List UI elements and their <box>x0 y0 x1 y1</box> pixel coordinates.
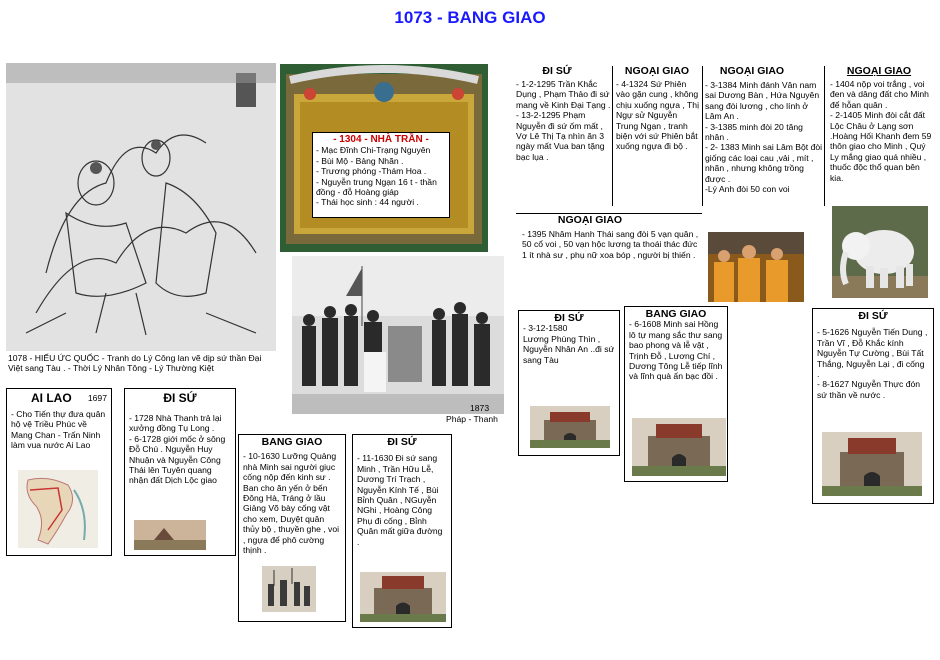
divider <box>702 66 703 206</box>
envoy-photo <box>262 566 316 612</box>
village-icon <box>134 520 206 550</box>
tran-line: - Trương phóng -Thám Hoa . <box>316 166 427 177</box>
ailao-year: 1697 <box>87 393 107 403</box>
disu-1728-title: ĐI SỨ <box>163 391 197 405</box>
citadel-gate-icon <box>360 572 446 622</box>
photo-1873 <box>292 256 504 414</box>
disu-1728-text: - 1728 Nhà Thanh trả lại xưởng đồng Tụ Long . - 6-1728 giới mốc ở sông Đỗ Chú . Nguyễn Huy Nhuận và Nguyễn Công Thái lên Tuyên quang nhận đất Dịch Lộc giao <box>129 413 226 486</box>
tran-line: - Nguyễn trung Ngạn 16 t - thần đồng - đỗ Hoàng giáp <box>316 176 437 198</box>
disu-1580-title: ĐI SỨ <box>554 312 584 324</box>
ailao-text: - Cho Tiến thự đưa quân hộ vệ Triều Phúc về Mang Chan - Trấn Ninh làm vua nước Ai Lao <box>11 409 106 451</box>
elephant-photo <box>832 206 928 298</box>
village-photo <box>134 520 206 550</box>
citadel-gate-icon <box>822 432 922 496</box>
gate-photo <box>530 406 610 448</box>
ngoaigiao-1395-title: NGOẠI GIAO <box>557 214 623 226</box>
divider <box>824 66 825 206</box>
gate-photo <box>822 432 922 496</box>
painting-caption: 1078 - HIẾU ỨC QUỐC - Tranh do Lý Công lan vẽ dịp sứ thần Đại Việt sang Tàu . - Thời Lý Nhân Tông - Lý Thường Kiệt <box>8 353 262 374</box>
envoy-group-icon <box>262 566 316 612</box>
painting-figures-icon <box>6 63 276 351</box>
gate-photo <box>632 418 726 476</box>
col4-text: - 1404 nộp voi trắng , voi đen và dâng đất cho Minh để hỗan quân . - 2-1405 Minh đòi cắt đất Lộc Châu ở Lạng sơn .Hoàng Hối Khanh đem 59 thôn giao cho Minh , Quý Ly mắng giao quá nhiều , thuốc độc thổ quan bên kia. <box>830 79 932 183</box>
disu-1626-title: ĐI SỨ <box>858 310 888 322</box>
banggiao-1630-text: - 10-1630 Lưỡng Quảng nhà Minh sai người giục cống nộp đến kinh sư . Ban cho ăn yến ở bến Đông Hà, Tráng ở lầu Giảng Võ bày cống vật cho xem, Duyệt quân thủy bộ , thuyền ghe , voi , ngựa để phô cường thịnh . <box>243 451 340 556</box>
page-title: 1073 - BANG GIAO <box>394 8 546 27</box>
citadel-gate-icon <box>632 418 726 476</box>
map-icon <box>18 470 98 548</box>
divider <box>612 66 613 206</box>
ailao-title: AI LAO <box>31 391 72 405</box>
banggiao-1608-title: BANG GIAO <box>645 308 707 320</box>
disu-1630-title: ĐI SỨ <box>387 436 417 448</box>
tran-line: - Mạc Đĩnh Chi-Trạng Nguyên <box>316 145 431 156</box>
tran-line: - Bùi Mộ - Bảng Nhãn . <box>316 155 404 166</box>
disu-1630-text: - 11-1630 Đi sứ sang Minh , Trần Hữu Lễ, Dương Trí Trạch , Nguyễn Kính Tế , Bùi Bỉnh Quân , NGuyễn NGhi , Hoàng Công Phụ đi cống , Bỉnh Quân mất giữa đường . <box>357 453 443 547</box>
tran-dynasty-card <box>312 132 450 218</box>
white-elephant-icon <box>832 206 928 298</box>
monks-photo <box>708 232 804 302</box>
banggiao-1608-text: - 6-1608 Minh sai Hồng lô tự mang sắc thư sang bao phong và lễ vật , Trịnh Đỗ , Lương Chí , Dương Tông Lễ tiếp lĩnh và lĩnh quà ấn bạc đồi . <box>629 319 723 382</box>
monks-icon <box>708 232 804 302</box>
col1-text: - 1-2-1295 Trần Khắc Dụng , Phạm Thảo đi sứ mang về Kinh Đại Tạng . - 13-2-1295 Phạm Nguyễn đi sứ ốm mất , Vợ Lê Thị Tạ nhìn ăn 3 ngày mất Vua ban tặng bạc lụa . <box>516 79 611 162</box>
col2-title: NGOẠI GIAO <box>624 65 690 77</box>
disu-1626-text: - 5-1626 Nguyễn Tiến Dung , Trần Vĩ , Đỗ Khắc kính Nguyễn Tự Cường , Bùi Tất Thắng, Nguyễn Lại , đi cống . - 8-1627 Nguyễn Thực đón sứ thần về nước . <box>817 327 928 400</box>
col3-text: - 3-1384 Minh đánh Vân nam sai Dương Bàn , Hứa Nguyên sang đòi lương , cho lính ở Lâm An . - 3-1385 minh đòi 20 tăng nhân . - 2- 1383 Minh sai Lâm Bột đòi giống các loại cau ,vải , mít , nhãn , nhưng không trồng được . -Lý Anh đòi 50 con voi <box>705 80 823 195</box>
photo-1873-year: 1873 <box>470 403 490 413</box>
col4-title: NGOẠI GIAO <box>846 65 912 77</box>
group-photo-icon <box>292 256 504 414</box>
disu-1580-text: - 3-12-1580 Lương Phùng Thìn , Nguyễn Nhân An ..đi sứ sang Tàu <box>523 323 615 365</box>
col1-title: ĐI SỨ <box>542 65 572 77</box>
tran-dynasty-title: - 1304 - NHÀ TRẦN - <box>333 134 429 145</box>
col3-title: NGOẠI GIAO <box>719 65 785 77</box>
gate-photo <box>360 572 446 622</box>
citadel-gate-icon <box>530 406 610 448</box>
ailao-map <box>18 470 98 548</box>
tran-line: - Thái học sinh : 44 người . <box>316 197 419 208</box>
col2-text: - 4-1324 Sứ Phiên vào gặn cung , không chịu xuống ngựa , Thị Ngự sử Nguyễn Trung Ngạn , tranh biện với sứ Phiên bắt xuống ngựa đi bộ . <box>616 79 699 152</box>
banggiao-1630-title: BANG GIAO <box>261 436 323 448</box>
photo-1873-place: Pháp - Thanh <box>446 414 498 424</box>
ngoaigiao-1395-text: - 1395 Nhâm Hanh Thái sang đòi 5 vạn quân , 50 cổ voi , 50 vạn hộc lương ta thoái thác đức 1 ít nhà sư , phụ nữ xoa bóp , người bị thiến . <box>522 229 699 260</box>
ancient-painting <box>6 63 276 351</box>
